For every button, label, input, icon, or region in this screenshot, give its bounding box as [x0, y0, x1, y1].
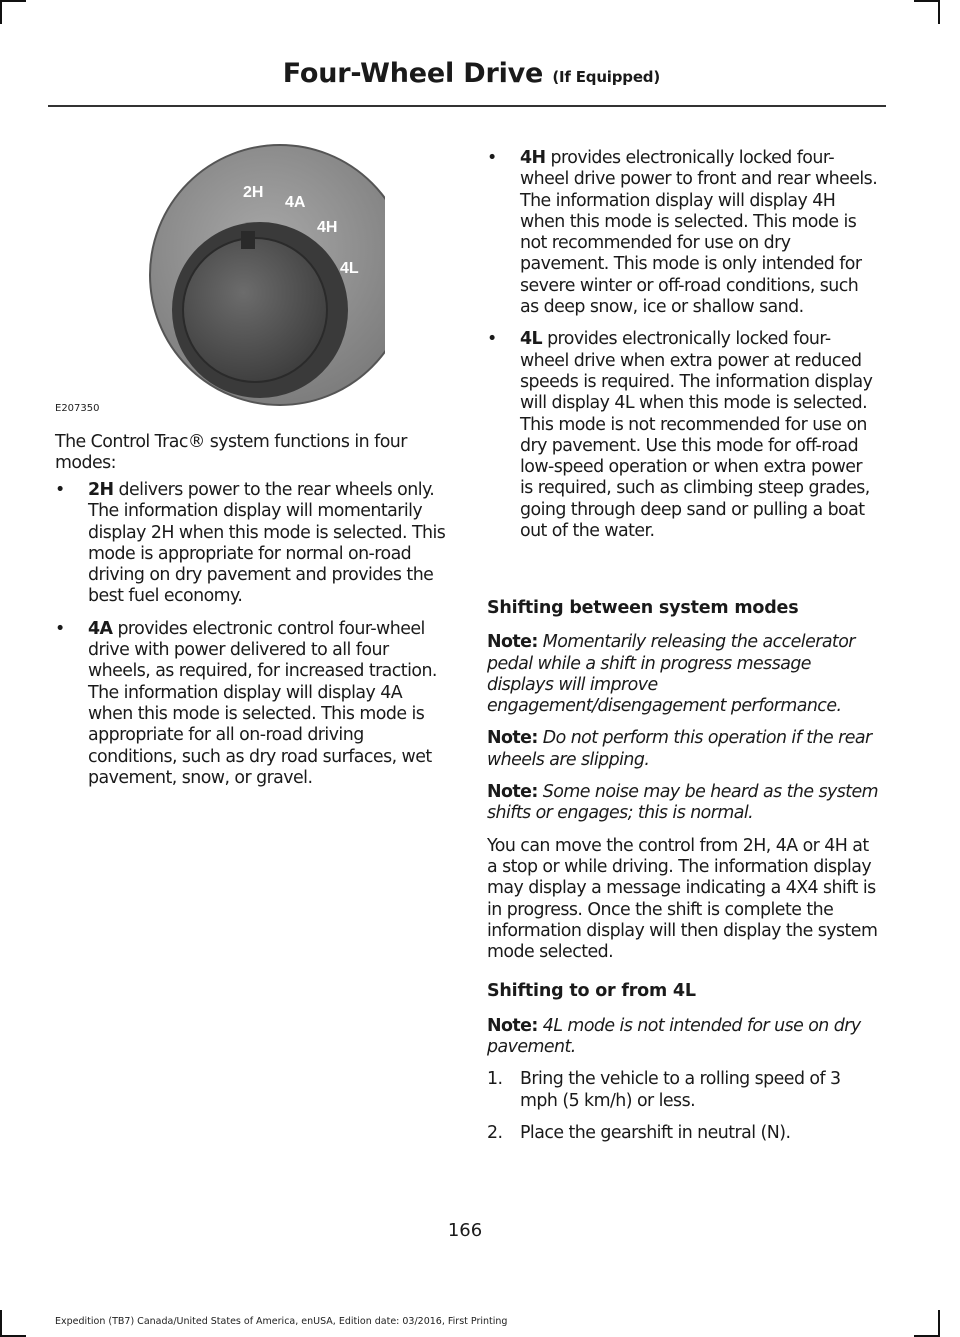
bullet: • [55, 480, 65, 500]
mode-description: provides electronically locked four-wheel drive when extra power at reduced speeds is required. The information display will display 4L when this mode is selected. This mode is not recommended for use on dry pavement. Use this mode for off-road low-speed operation or when extra power is required, such as climbing steep grades, going through deep sand or pulling a boat out of the water. [520, 329, 873, 542]
intro-paragraph: The Control Trac® system functions in four modes: [55, 432, 407, 474]
four-wheel-drive-control-knob-icon [55, 135, 385, 425]
crop-mark [914, 0, 940, 2]
mode-key: 2H [88, 480, 114, 500]
dial-knob [183, 238, 327, 382]
mode-list-left [55, 480, 447, 800]
list-item [487, 1069, 879, 1112]
crop-mark [0, 1310, 2, 1337]
right-column-sections [487, 598, 879, 1155]
bullet: • [487, 329, 497, 350]
step-list [487, 1069, 879, 1144]
section-heading-shifting-modes: Shifting between system modes [487, 598, 799, 618]
step-number: 2. [487, 1122, 503, 1143]
note-paragraph [487, 782, 879, 825]
list-item [487, 148, 879, 318]
note-paragraph [487, 728, 879, 771]
mode-description: provides electronically locked four-wheel drive power to front and rear wheels. The information display will display 4H when this mode is selected. This mode is not recommended for use on dry pavement. This mode is only intended for severe winter or off-road conditions, such as deep snow, ice or shallow sand. [520, 148, 878, 318]
dial-pointer-notch [241, 231, 255, 249]
note-label: Note: [487, 1015, 538, 1036]
crop-mark [0, 0, 2, 24]
step-number: 1. [487, 1069, 503, 1090]
mode-key: 4A [88, 618, 113, 639]
mode-description: provides electronic control four-wheel drive with power delivered to all four wheels, as required, for increased traction. The information display will display 4A when this mode is selected. This mode is appropriate for all on-road driving conditions, such as dry road surfaces, wet pavement, snow, or gravel. [88, 618, 437, 788]
crop-mark [0, 0, 26, 2]
mode-key: 4L [520, 329, 543, 350]
mode-description: delivers power to the rear wheels only. The information display will momentarily display 2H when this mode is selected. This mode is appropriate for normal on-road driving on dry pavement and provides the best fuel economy. [88, 480, 446, 607]
mode-list-right [487, 148, 879, 553]
crop-mark [938, 1310, 940, 1337]
knob-label-2h: 2H [243, 184, 264, 201]
note-text: Momentarily releasing the accelerator pedal while a shift in progress message displays will improve engagement/disengagement performance. [487, 632, 855, 717]
note-label: Note: [487, 782, 538, 803]
list-item [487, 329, 879, 542]
header-rule [48, 105, 886, 107]
body-paragraph: You can move the control from 2H, 4A or 4H at a stop or while driving. The information display may display a message indicating a 4X4 shift is in progress. Once the shift is complete the information display will then display the system mode selected. [487, 835, 878, 963]
note-label: Note: [487, 632, 538, 653]
step-text: Place the gearshift in neutral (N). [520, 1122, 791, 1143]
figure-4wd-knob [55, 135, 385, 425]
bullet: • [487, 148, 497, 168]
step-text: Bring the vehicle to a rolling speed of 3 mph (5 km/h) or less. [520, 1069, 841, 1111]
section-heading-shifting-4l: Shifting to or from 4L [487, 981, 696, 1002]
list-item [487, 1123, 879, 1144]
note-text: 4L mode is not intended for use on dry pavement. [487, 1015, 861, 1058]
note-paragraph [487, 1016, 879, 1059]
mode-key: 4H [520, 148, 546, 168]
note-text: Some noise may be heard as the system shifts or engages; this is normal. [487, 782, 879, 824]
page-number: 166 [447, 1220, 483, 1241]
knob-label-4a: 4A [285, 194, 306, 211]
crop-mark [938, 0, 940, 24]
page-header-title [283, 58, 660, 89]
header-title-text: Four-Wheel Drive [282, 58, 544, 89]
bullet: • [55, 618, 65, 639]
header-subtitle: (If Equipped) [552, 68, 660, 86]
note-text: Do not perform this operation if the rear wheels are slipping. [487, 728, 872, 770]
note-label: Note: [487, 728, 538, 749]
list-item [55, 619, 447, 789]
note-paragraph [487, 632, 879, 717]
figure-code: E207350 [55, 403, 100, 414]
knob-label-4l: 4L [340, 260, 359, 277]
list-item [55, 480, 447, 608]
footer-edition-info: Expedition (TB7) Canada/United States of America, enUSA, Edition date: 03/2016, First Printing [55, 1316, 508, 1327]
knob-label-4h: 4H [317, 219, 338, 236]
